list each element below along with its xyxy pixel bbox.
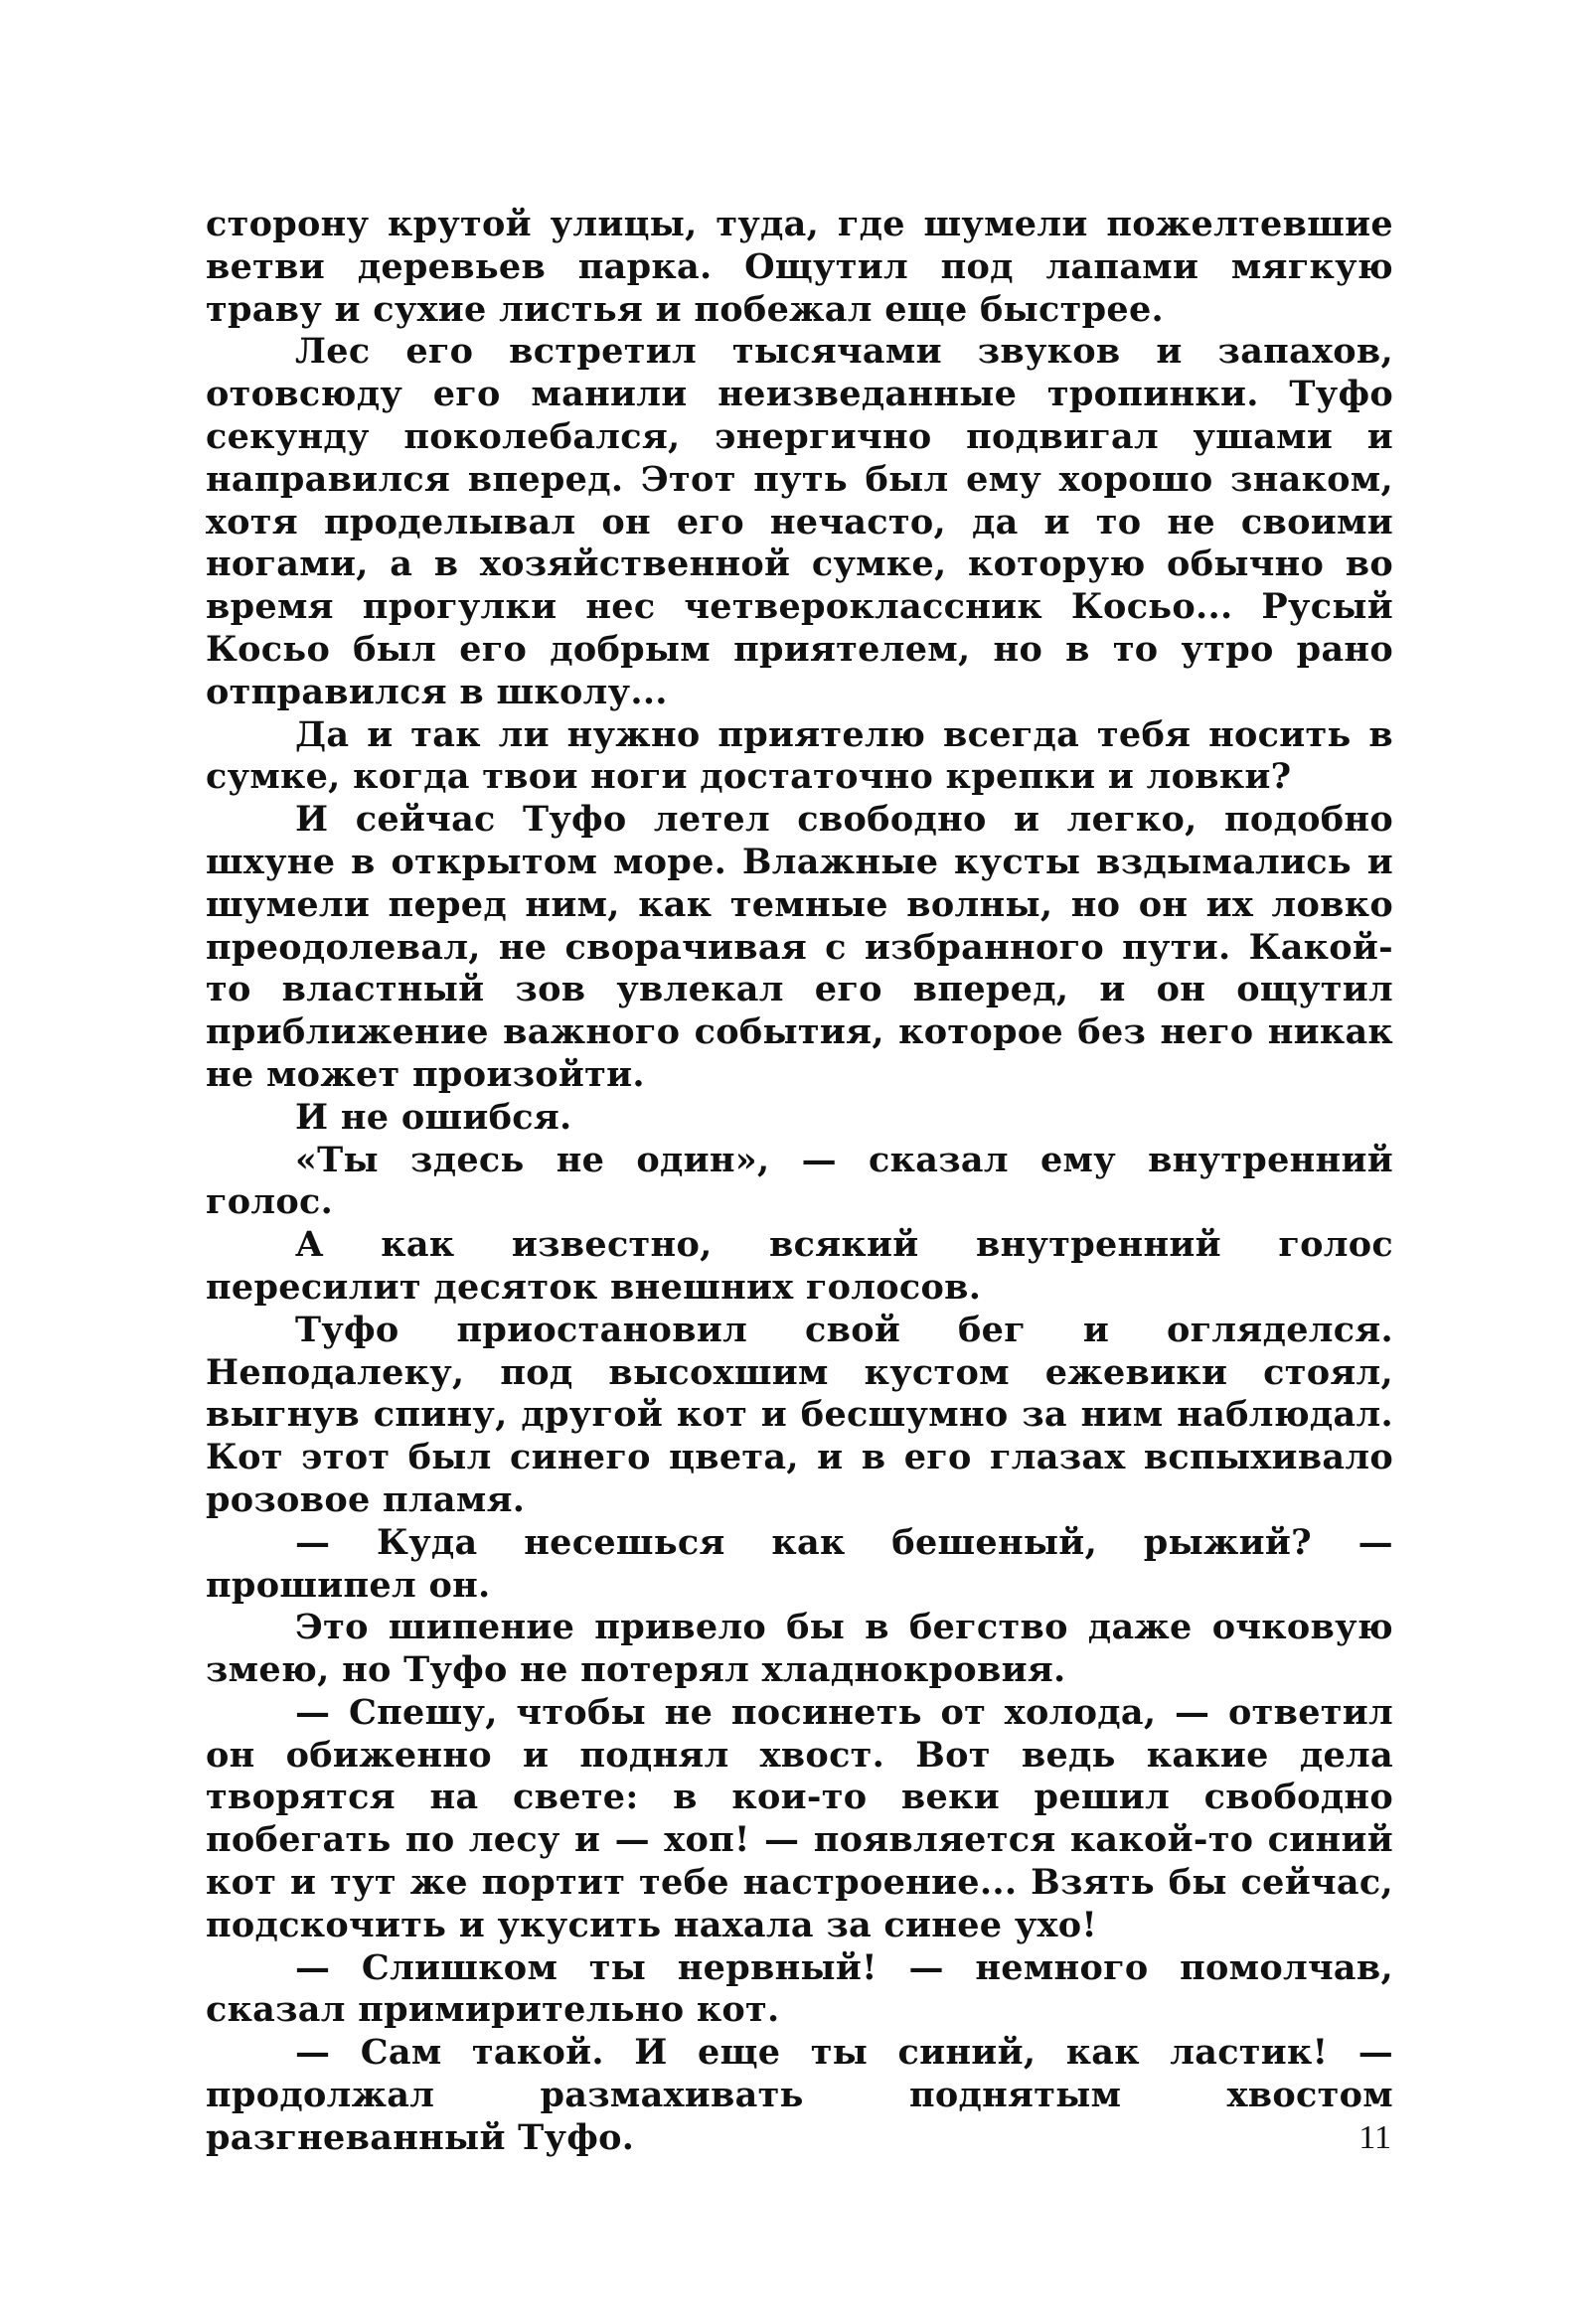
paragraph: — Сам такой. И еще ты синий, как ластик! — продолжал размахивать поднятым хвостом разгневанный Туфо. [206,2032,1393,2158]
body-text [206,204,1393,2160]
page-number: 11 [1358,2119,1391,2156]
paragraph: «Ты здесь не один», — сказал ему внутренний голос. [206,1139,1393,1223]
paragraph: Это шипение привело бы в бегство даже очковую змею, но Туфо не потерял хладнокровия. [206,1607,1393,1691]
paragraph: сторону крутой улицы, туда, где шумели пожелтевшие ветви деревьев парка. Ощутил под лапами мягкую траву и сухие листья и побежал еще быстрее. [206,204,1393,330]
paragraph: — Спешу, чтобы не посинеть от холода, — ответил он обиженно и поднял хвост. Вот ведь какие дела творятся на свете: в кои-то веки решил свободно побегать по лесу и — хоп! — появляется какой-то синий кот и тут же портит тебе настроение... Взять бы сейчас, подскочить и укусить нахала за синее ухо! [206,1691,1393,1945]
paragraph: Туфо приостановил свой бег и огляделся. Неподалеку, под высохшим кустом ежевики стоял, выгнув спину, другой кот и бесшумно за ним наблюдал. Кот этот был синего цвета, и в его глазах вспыхивало розовое пламя. [206,1309,1393,1520]
paragraph: — Куда несешься как бешеный, рыжий? — прошипел он. [206,1521,1393,1606]
paragraph: — Слишком ты нервный! — немного помолчав, сказал примирительно кот. [206,1946,1393,2031]
paragraph: И не ошибся. [295,1096,572,1138]
paragraph: Лес его встретил тысячами звуков и запахов, отовсюду его манили неизведанные тропинки. Туфо секунду поколебался, энергично подвигал ушами и направился вперед. Этот путь был ему хорошо знаком, хотя проделывал он его нечасто, да и то не своими ногами, а в хозяйственной сумке, которую обычно во время прогулки нес четвероклассник Косьо... Русый Косьо был его добрым приятелем, но в то утро рано отправился в школу... [206,331,1393,712]
paragraph: Да и так ли нужно приятелю всегда тебя носить в сумке, когда твои ноги достаточно крепки и ловки? [206,713,1393,798]
paragraph: А как известно, всякий внутренний голос пересилит десяток внешних голосов. [206,1224,1393,1308]
paragraph: И сейчас Туфо летел свободно и легко, подобно шхуне в открытом море. Влажные кусты вздымались и шумели перед ним, как темные волны, но он их ловко преодолевал, не сворачивая с избранного пути. Какой-то властный зов увлекал его вперед, и он ощутил приближение важного события, которое без него никак не может произойти. [206,799,1393,1095]
